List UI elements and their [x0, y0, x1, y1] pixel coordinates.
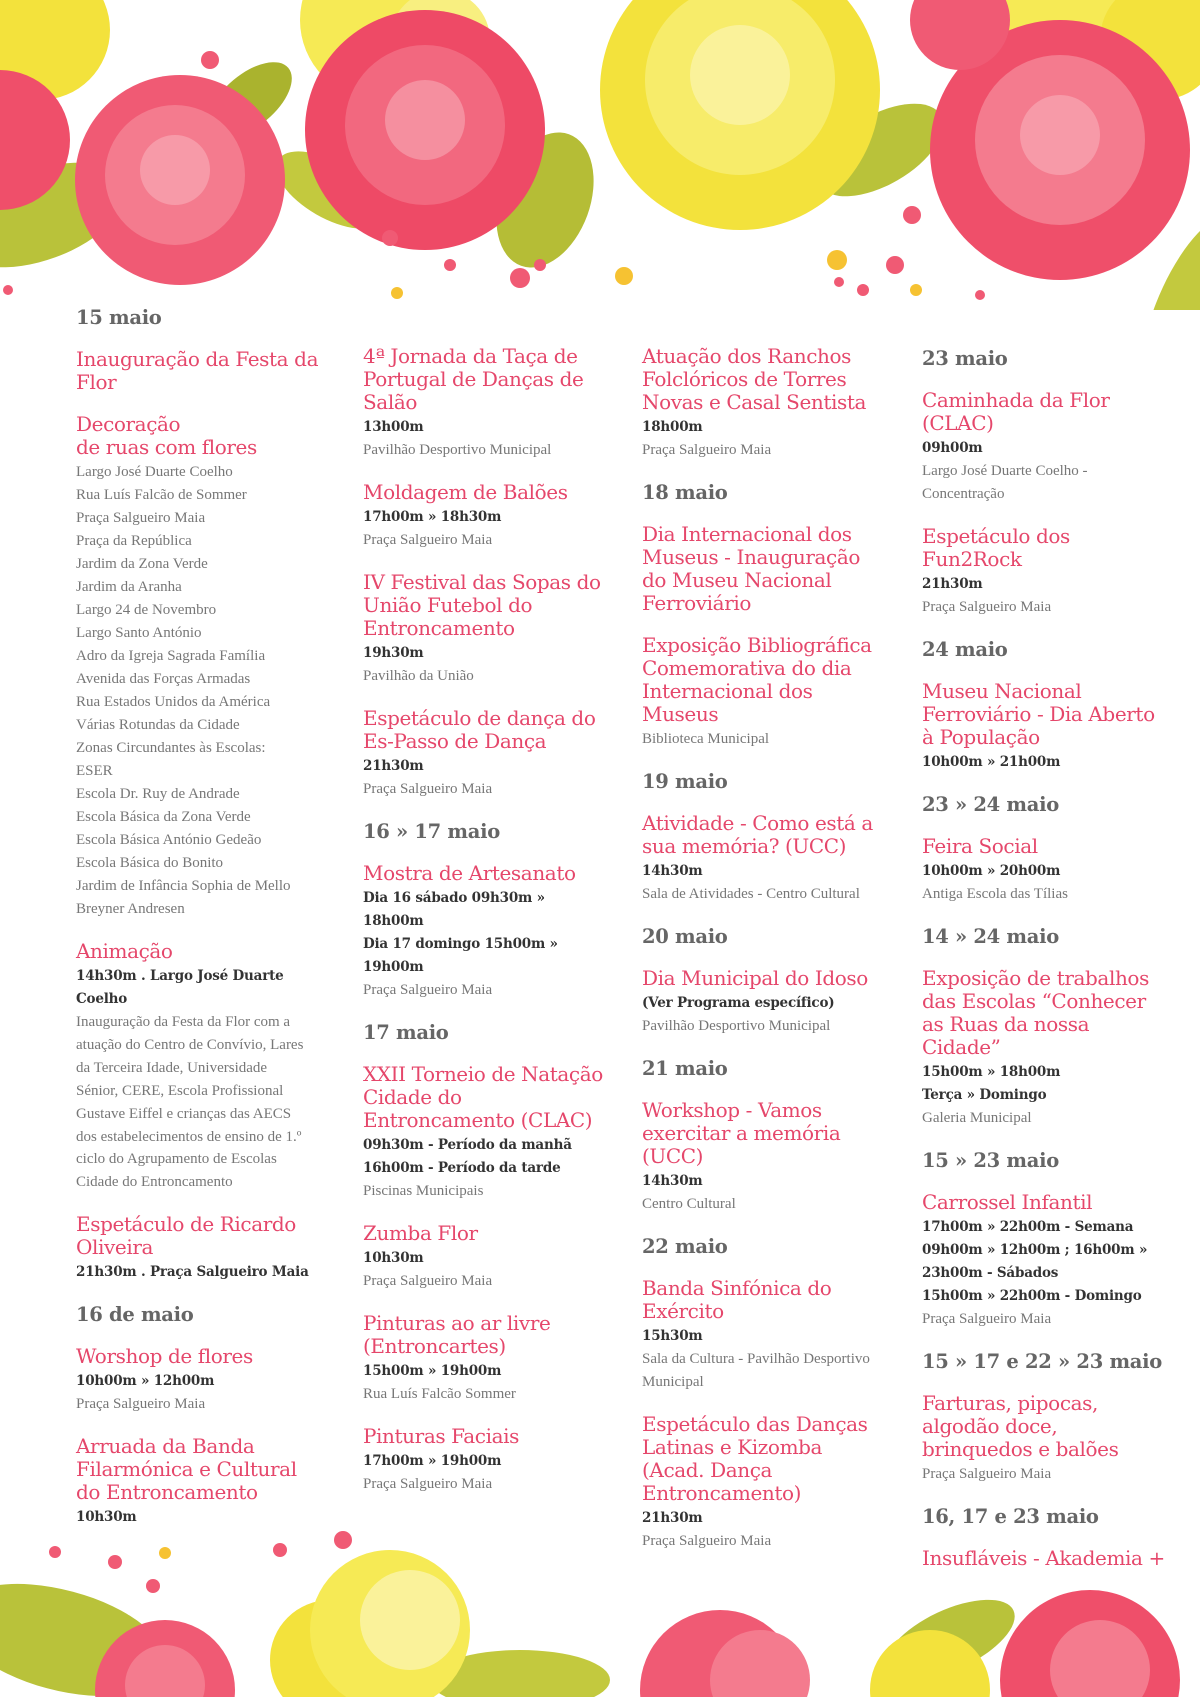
- schedule-column-4: [922, 345, 1172, 1589]
- description-line: dos estabelecimentos de ensino de 1.º: [76, 1128, 302, 1145]
- event-location: Concentração: [922, 486, 1005, 502]
- event-location: Biblioteca Municipal: [642, 731, 770, 747]
- event-time: (Ver Programa específico): [642, 995, 835, 1011]
- date-heading: 16, 17 e 23 maio: [922, 1505, 1099, 1528]
- event-time: 10h00m » 12h00m: [76, 1373, 215, 1390]
- event-item: [363, 571, 608, 688]
- event-item: [922, 389, 1172, 506]
- event-item: [363, 1063, 608, 1203]
- event-title: Dia Internacional dos Museus - Inauguração do Museu Nacional Ferroviário: [642, 522, 860, 615]
- event-location: Pavilhão Desportivo Municipal: [642, 1018, 831, 1034]
- event-time: 10h30m: [363, 1250, 424, 1266]
- event-item: [922, 680, 1172, 774]
- event-time: 21h30m: [922, 576, 983, 592]
- event-location: Largo 24 de Novembro: [76, 602, 217, 618]
- event-item: [922, 1547, 1172, 1570]
- description-line: Cidade do Entroncamento: [76, 1174, 233, 1191]
- event-item: [922, 1392, 1172, 1486]
- event-title: IV Festival das Sopas do União Futebol do Entroncamento: [363, 570, 601, 640]
- date-block: [922, 793, 1172, 906]
- event-item: [922, 967, 1172, 1130]
- date-heading: 18 maio: [642, 481, 728, 504]
- event-location: ESER: [76, 763, 113, 779]
- event-location: Praça Salgueiro Maia: [922, 1466, 1052, 1482]
- event-item: [363, 1222, 608, 1293]
- event-location: Municipal: [642, 1374, 704, 1390]
- event-location: Escola Básica do Bonito: [76, 855, 224, 871]
- event-item: [642, 523, 887, 615]
- event-title: Workshop - Vamos exercitar a memória (UCC): [642, 1098, 841, 1168]
- event-location: Largo José Duarte Coelho -: [922, 463, 1088, 479]
- date-heading: 23 » 24 maio: [922, 793, 1059, 816]
- event-location: Breyner Andresen: [76, 901, 185, 917]
- event-title: Pinturas ao ar livre (Entroncartes): [363, 1311, 551, 1358]
- date-block: [922, 638, 1172, 774]
- date-heading: 16 de maio: [76, 1303, 194, 1327]
- event-time: Dia 17 domingo 15h00m » 19h00m: [363, 936, 558, 975]
- event-title: Feira Social: [922, 834, 1038, 858]
- event-location: Praça Salgueiro Maia: [363, 1273, 493, 1289]
- event-title: Inauguração da Festa da Flor: [76, 347, 319, 394]
- event-title: Carrossel Infantil: [922, 1190, 1093, 1214]
- date-block: [922, 1350, 1172, 1486]
- event-time: Terça » Domingo: [922, 1087, 1047, 1103]
- event-location: Praça Salgueiro Maia: [363, 532, 493, 548]
- event-item: [642, 967, 887, 1038]
- date-block: [922, 925, 1172, 1130]
- event-title: 4ª Jornada da Taça de Portugal de Danças de Salão: [363, 344, 584, 414]
- event-time: 21h30m: [642, 1510, 703, 1526]
- event-title: Arruada da Banda Filarmónica e Cultural do Entroncamento: [76, 1434, 297, 1505]
- event-time: 17h00m » 18h30m: [363, 509, 502, 525]
- date-block: [76, 306, 326, 1284]
- event-location: Escola Dr. Ruy de Andrade: [76, 786, 240, 802]
- date-block: [922, 1505, 1172, 1570]
- event-location: Avenida das Forças Armadas: [76, 671, 251, 687]
- event-location: Escola Básica António Gedeão: [76, 832, 262, 848]
- description-line: Sénior, CERE, Escola Profissional: [76, 1082, 284, 1099]
- event-location: Pavilhão Desportivo Municipal: [363, 442, 552, 458]
- event-item: [922, 525, 1172, 619]
- event-item: [76, 1213, 326, 1284]
- event-title: Museu Nacional Ferroviário - Dia Aberto à População: [922, 679, 1155, 749]
- date-heading: 15 maio: [76, 306, 162, 329]
- date-block: [76, 1303, 326, 1529]
- event-time: 13h00m: [363, 419, 424, 435]
- event-location: Praça Salgueiro Maia: [642, 1533, 772, 1549]
- date-heading: 15 » 23 maio: [922, 1149, 1059, 1172]
- description-line: Inauguração da Festa da Flor com a: [76, 1014, 291, 1030]
- event-item: [76, 1345, 326, 1416]
- event-item: [642, 812, 887, 906]
- event-time: 21h30m: [363, 758, 424, 774]
- event-title: Decoração de ruas com flores: [76, 412, 257, 459]
- event-location: Praça Salgueiro Maia: [76, 1396, 206, 1413]
- event-title: Farturas, pipocas, algodão doce, brinquedos e balões: [922, 1391, 1119, 1461]
- event-time: 17h00m » 19h00m: [363, 1453, 502, 1469]
- event-location: Largo Santo António: [76, 625, 202, 641]
- event-location: Praça Salgueiro Maia: [76, 510, 206, 526]
- event-location: Galeria Municipal: [922, 1110, 1032, 1126]
- date-block: [642, 925, 887, 1038]
- event-location: Praça Salgueiro Maia: [922, 1311, 1052, 1327]
- date-block: [363, 1021, 608, 1496]
- event-location: Várias Rotundas da Cidade: [76, 717, 240, 733]
- date-heading: 14 » 24 maio: [922, 925, 1059, 948]
- description-line: atuação do Centro de Convívio, Lares: [76, 1036, 304, 1053]
- date-block: [363, 345, 608, 801]
- event-location: Piscinas Municipais: [363, 1183, 484, 1199]
- event-location: Praça da República: [76, 533, 192, 549]
- event-title: Exposição Bibliográfica Comemorativa do dia Internacional dos Museus: [642, 633, 872, 726]
- event-location: Praça Salgueiro Maia: [363, 1476, 493, 1492]
- schedule-column-2: [363, 345, 608, 1515]
- event-title: Worshop de flores: [76, 1344, 253, 1369]
- event-time: 16h00m - Período da tarde: [363, 1160, 561, 1176]
- event-item: [76, 348, 326, 394]
- event-title: Espetáculo de dança do Es-Passo de Dança: [363, 706, 596, 753]
- event-time: 15h00m » 22h00m - Domingo: [922, 1288, 1142, 1304]
- event-title: Zumba Flor: [363, 1221, 478, 1245]
- event-item: [922, 1191, 1172, 1331]
- event-time: 10h00m » 21h00m: [922, 754, 1061, 770]
- event-time: Dia 16 sábado 09h30m » 18h00m: [363, 890, 545, 929]
- date-block: [922, 1149, 1172, 1331]
- event-item: [363, 707, 608, 801]
- date-block: [642, 1235, 887, 1553]
- event-time: 09h00m: [922, 440, 983, 456]
- event-time: 17h00m » 22h00m - Semana: [922, 1219, 1134, 1235]
- event-title: Atividade - Como está a sua memória? (UCC): [642, 811, 873, 858]
- event-description: [76, 1011, 326, 1194]
- event-title: Espetáculo de Ricardo Oliveira: [76, 1212, 296, 1260]
- event-location: Rua Luís Falcão de Sommer: [76, 487, 247, 503]
- event-location: Sala da Cultura - Pavilhão Desportivo: [642, 1351, 870, 1367]
- event-title: Exposição de trabalhos das Escolas “Conhecer as Ruas da nossa Cidade”: [922, 966, 1149, 1059]
- date-heading: 16 » 17 maio: [363, 820, 500, 843]
- event-item: [363, 481, 608, 552]
- date-heading: 22 maio: [642, 1235, 728, 1258]
- event-time: 14h30m: [642, 1173, 703, 1189]
- event-item: [363, 1425, 608, 1496]
- event-location: Jardim da Aranha: [76, 579, 182, 595]
- event-time: 14h30m: [642, 863, 703, 879]
- event-time: 09h30m - Período da manhã: [363, 1137, 572, 1153]
- event-location: Largo José Duarte Coelho: [76, 464, 233, 480]
- event-title: Espetáculo das Danças Latinas e Kizomba (Acad. Dança Entroncamento): [642, 1412, 868, 1505]
- event-time: 10h00m » 20h00m: [922, 863, 1061, 879]
- event-location: Centro Cultural: [642, 1196, 736, 1212]
- description-line: Gustave Eiffel e crianças das AECS: [76, 1105, 292, 1122]
- date-heading: 20 maio: [642, 925, 728, 948]
- description-line: ciclo do Agrupamento de Escolas: [76, 1151, 277, 1168]
- event-item: [642, 634, 887, 751]
- event-location: Adro da Igreja Sagrada Família: [76, 648, 266, 664]
- event-location: Praça Salgueiro Maia: [363, 781, 493, 797]
- event-title: Atuação dos Ranchos Folclóricos de Torres Novas e Casal Sentista: [642, 344, 867, 414]
- floral-header-decoration: [0, 0, 1200, 310]
- date-heading: 19 maio: [642, 770, 728, 793]
- event-title: Banda Sinfónica do Exército: [642, 1276, 832, 1323]
- date-heading: 23 maio: [922, 347, 1008, 370]
- event-location: Sala de Atividades - Centro Cultural: [642, 886, 860, 902]
- event-location: Rua Estados Unidos da América: [76, 694, 271, 710]
- event-location: Pavilhão da União: [363, 668, 474, 684]
- event-title: Caminhada da Flor (CLAC): [922, 388, 1110, 435]
- schedule-column-1: [76, 300, 326, 1548]
- event-title: Mostra de Artesanato: [363, 861, 576, 885]
- event-title: Pinturas Faciais: [363, 1424, 519, 1448]
- date-heading: 21 maio: [642, 1057, 728, 1080]
- event-item: [76, 940, 326, 1194]
- event-time: 23h00m - Sábados: [922, 1265, 1059, 1281]
- date-block: [642, 345, 887, 462]
- event-title: Espetáculo dos Fun2Rock: [922, 524, 1070, 571]
- date-block: [642, 770, 887, 906]
- event-location: Praça Salgueiro Maia: [363, 982, 493, 998]
- event-time: 15h00m » 18h00m: [922, 1064, 1061, 1080]
- event-item: [363, 345, 608, 462]
- event-item: [363, 862, 608, 1002]
- date-block: [363, 820, 608, 1002]
- date-heading: 17 maio: [363, 1021, 449, 1044]
- event-time: 21h30m . Praça Salgueiro Maia: [76, 1264, 309, 1281]
- event-title: Dia Municipal do Idoso: [642, 966, 868, 990]
- event-title: Moldagem de Balões: [363, 480, 568, 504]
- event-item: [363, 1312, 608, 1406]
- date-block: [922, 347, 1172, 619]
- event-location: Jardim da Zona Verde: [76, 556, 208, 572]
- event-item: [642, 1413, 887, 1553]
- event-item: [76, 1435, 326, 1529]
- date-block: [642, 481, 887, 751]
- event-item: [76, 413, 326, 921]
- event-item: [922, 835, 1172, 906]
- event-title: Insufláveis - Akademia +: [922, 1546, 1165, 1570]
- event-time: 15h30m: [642, 1328, 703, 1344]
- schedule-column-3: [642, 345, 887, 1572]
- event-time: 10h30m: [76, 1509, 137, 1526]
- event-location: Antiga Escola das Tílias: [922, 886, 1068, 902]
- event-time: 09h00m » 12h00m ; 16h00m »: [922, 1242, 1148, 1258]
- event-time: 15h00m » 19h00m: [363, 1363, 502, 1379]
- event-location: Rua Luís Falcão Sommer: [363, 1386, 516, 1402]
- event-item: [642, 345, 887, 462]
- event-time: 19h30m: [363, 645, 424, 661]
- event-time: 18h00m: [642, 419, 703, 435]
- event-location: Escola Básica da Zona Verde: [76, 809, 251, 825]
- event-location: Zonas Circundantes às Escolas:: [76, 740, 266, 756]
- event-location: Praça Salgueiro Maia: [922, 599, 1052, 615]
- event-location: Praça Salgueiro Maia: [642, 442, 772, 458]
- event-location-list: [76, 461, 326, 921]
- event-time: 14h30m . Largo José Duarte Coelho: [76, 968, 284, 1007]
- description-line: da Terceira Idade, Universidade: [76, 1059, 268, 1076]
- event-location: Jardim de Infância Sophia de Mello: [76, 878, 291, 894]
- date-block: [642, 1057, 887, 1216]
- event-title: Animação: [76, 939, 173, 963]
- event-title: XXII Torneio de Natação Cidade do Entroncamento (CLAC): [363, 1062, 603, 1132]
- date-heading: 15 » 17 e 22 » 23 maio: [922, 1350, 1162, 1373]
- date-heading: 24 maio: [922, 638, 1008, 661]
- event-item: [642, 1099, 887, 1216]
- event-item: [642, 1277, 887, 1394]
